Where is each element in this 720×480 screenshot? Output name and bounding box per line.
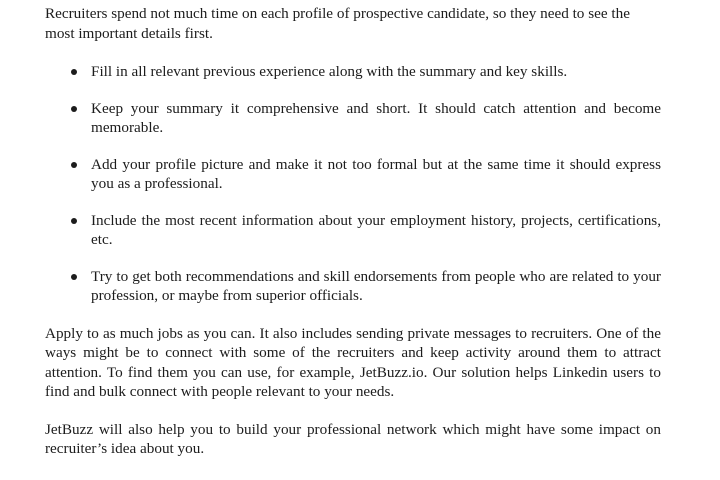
list-item-text: Include the most recent information about your employment history, projects, certifications, etc. [91,211,661,248]
tips-list [45,62,661,306]
bullet-icon [71,106,77,112]
apply-paragraph: Apply to as much jobs as you can. It also includes sending private messages to recruiters. One of the ways might be to connect with some of the recruiters and keep activity around them to attract attention. To find them you can use, for example, JetBuzz.io. Our solution helps Linkedin users to find and bulk connect with people relevant to your needs. [45,324,661,400]
list-item-text: Fill in all relevant previous experience along with the summary and key skills. [91,63,568,80]
list-item [45,267,661,306]
bullet-icon [71,218,77,224]
intro-paragraph: Recruiters spend not much time on each profile of prospective candidate, so they need to see the most important details first. [45,5,630,42]
document-body [45,4,661,459]
bullet-icon [71,162,77,168]
list-item [45,99,661,138]
jetbuzz-paragraph: JetBuzz will also help you to build your professional network which might have some impact on recruiter’s idea about you. [45,420,661,457]
list-item [45,155,661,194]
list-item [45,62,661,82]
bullet-icon [71,274,77,280]
list-item-text: Try to get both recommendations and skill endorsements from people who are related to your profession, or maybe from superior officials. [91,267,661,304]
bullet-icon [71,69,77,75]
list-item [45,211,661,250]
list-item-text: Keep your summary it comprehensive and short. It should catch attention and become memorable. [91,99,661,136]
list-item-text: Add your profile picture and make it not too formal but at the same time it should express you as a professional. [91,155,661,192]
